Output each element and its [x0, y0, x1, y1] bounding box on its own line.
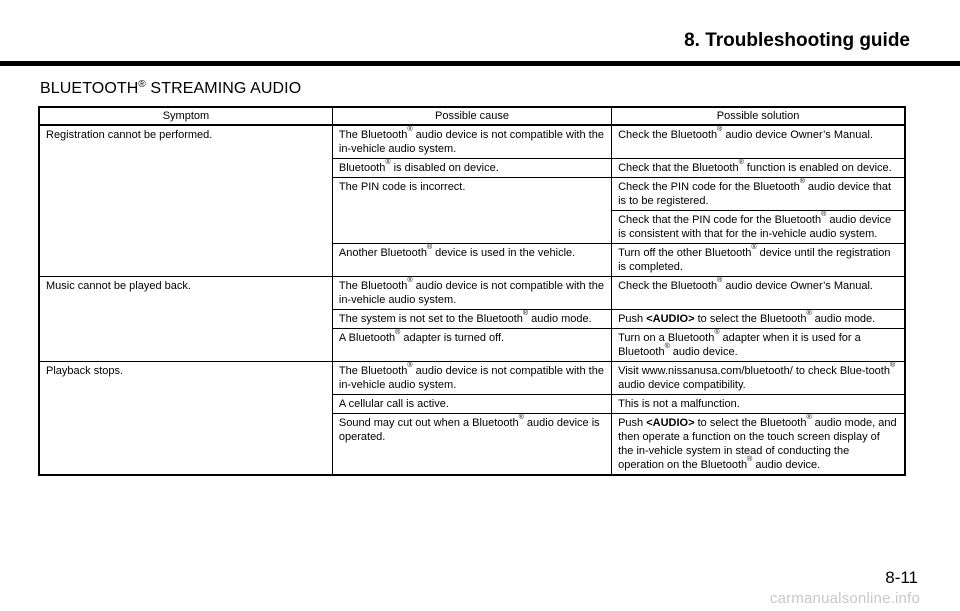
registered-mark: ® — [407, 277, 413, 284]
troubleshooting-table — [38, 106, 906, 476]
cause-cell: A Bluetooth® adapter is turned off. — [332, 329, 611, 362]
cause-cell: The Bluetooth® audio device is not compatible with the in-vehicle audio system. — [332, 362, 611, 395]
table-body — [39, 125, 905, 475]
cause-cell: The PIN code is incorrect. — [332, 178, 611, 244]
section-title-reg: ® — [138, 79, 146, 90]
header-rule — [0, 61, 960, 66]
solution-cell: Turn on a Bluetooth® adapter when it is used for a Bluetooth® audio device. — [612, 329, 905, 362]
section-title — [40, 80, 301, 98]
registered-mark: ® — [407, 362, 413, 369]
registered-mark: ® — [806, 414, 812, 421]
cause-cell: The system is not set to the Bluetooth® audio mode. — [332, 310, 611, 329]
registered-mark: ® — [821, 211, 827, 218]
solution-cell: Check the Bluetooth® audio device Owner’s Manual. — [612, 125, 905, 159]
section-title-rest: STREAMING AUDIO — [145, 80, 302, 97]
registered-mark: ® — [889, 362, 896, 369]
cause-cell: Sound may cut out when a Bluetooth® audio device is operated. — [332, 414, 611, 476]
registered-mark: ® — [806, 310, 812, 317]
symptom-cell: Music cannot be played back. — [39, 277, 332, 362]
solution-cell: Push <AUDIO> to select the Bluetooth® audio mode, and then operate a function on the touch screen display of the in-vehicle system in stead of conducting the operation on the Bluetooth® audio device. — [612, 414, 905, 476]
cause-cell: The Bluetooth® audio device is not compatible with the in-vehicle audio system. — [332, 125, 611, 159]
registered-mark: ® — [738, 159, 744, 166]
registered-mark: ® — [747, 456, 753, 463]
registered-mark: ® — [395, 329, 401, 336]
audio-button-label: <AUDIO> — [646, 417, 695, 429]
solution-cell: Visit www.nissanusa.com/bluetooth/ to check Blue-tooth® audio device compatibility. — [612, 362, 905, 395]
audio-button-label: <AUDIO> — [646, 313, 695, 325]
watermark: carmanualsonline.info — [769, 590, 920, 607]
solution-cell: This is not a malfunction. — [612, 395, 905, 414]
symptom-cell: Playback stops. — [39, 362, 332, 476]
registered-mark: ® — [714, 329, 720, 336]
solution-cell: Check the PIN code for the Bluetooth® audio device that is to be registered. — [612, 178, 905, 211]
symptom-cell: Registration cannot be performed. — [39, 125, 332, 277]
cause-cell: Another Bluetooth® device is used in the vehicle. — [332, 244, 611, 277]
registered-mark: ® — [518, 414, 524, 421]
table-row — [39, 125, 905, 159]
cause-cell: The Bluetooth® audio device is not compatible with the in-vehicle audio system. — [332, 277, 611, 310]
solution-cell: Check that the PIN code for the Bluetooth® audio device is consistent with that for the in-vehicle audio system. — [612, 211, 905, 244]
registered-mark: ® — [385, 159, 391, 166]
table-row — [39, 362, 905, 395]
registered-mark: ® — [664, 343, 670, 350]
table-row — [39, 277, 905, 310]
header-symptom: Symptom — [39, 107, 332, 125]
registered-mark: ® — [717, 126, 723, 133]
solution-cell: Check the Bluetooth® audio device Owner’s Manual. — [612, 277, 905, 310]
chapter-title: 8. Troubleshooting guide — [684, 30, 910, 51]
registered-mark: ® — [407, 126, 413, 133]
registered-mark: ® — [426, 244, 433, 251]
registered-mark: ® — [717, 277, 723, 284]
registered-mark: ® — [751, 244, 757, 251]
section-title-text: BLUETOOTH — [40, 80, 139, 97]
header-solution: Possible solution — [612, 107, 905, 125]
cause-cell: A cellular call is active. — [332, 395, 611, 414]
registered-mark: ® — [522, 310, 529, 317]
page-number: 8-11 — [885, 568, 918, 587]
solution-cell: Check that the Bluetooth® function is enabled on device. — [612, 159, 905, 178]
solution-cell: Turn off the other Bluetooth® device until the registration is completed. — [612, 244, 905, 277]
header-cause: Possible cause — [332, 107, 611, 125]
registered-mark: ® — [799, 178, 805, 185]
cause-cell: Bluetooth® is disabled on device. — [332, 159, 611, 178]
table-header-row — [39, 107, 905, 125]
solution-cell: Push <AUDIO> to select the Bluetooth® audio mode. — [612, 310, 905, 329]
